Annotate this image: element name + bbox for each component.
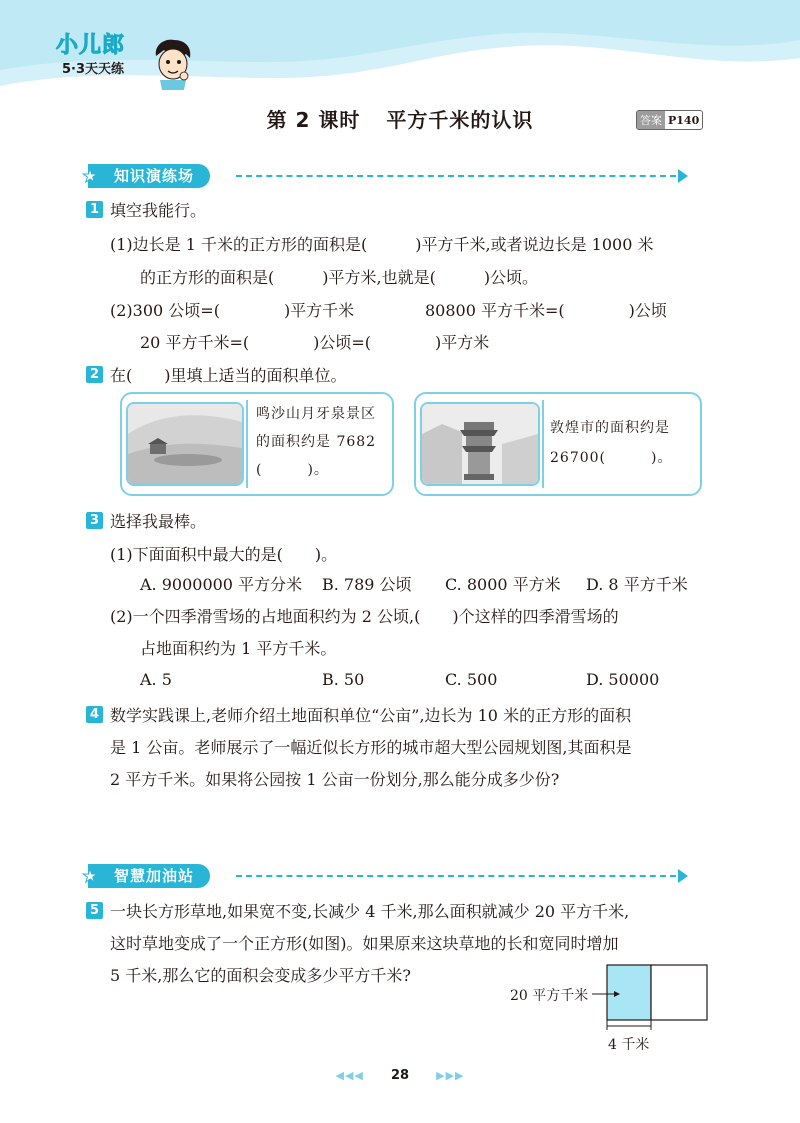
question-number: 5 xyxy=(86,902,103,919)
square-lawn xyxy=(651,965,707,1020)
box2-line1: 敦煌市的面积约是 xyxy=(550,420,670,436)
diagram-length-label: 4 千米 xyxy=(608,1037,650,1053)
option-b[interactable]: B. 50 xyxy=(322,670,365,689)
logo-subtitle: 5·3天天练 xyxy=(62,62,125,77)
left-arrows-icon: ◀◀◀ xyxy=(335,1069,364,1082)
arrow-right-icon xyxy=(678,869,688,883)
option-a[interactable]: A. 5 xyxy=(140,670,172,689)
q1-line3a: (2)300 公顷=( )平方千米 xyxy=(110,301,355,320)
box1-line3: ( )。 xyxy=(256,462,329,478)
mascot-boy-icon xyxy=(150,36,196,90)
q1-line4: 20 平方千米=( )公顷=( )平方米 xyxy=(140,333,490,352)
q3-line3: 占地面积约为 1 平方千米。 xyxy=(140,639,337,658)
option-a[interactable]: A. 9000000 平方分米 xyxy=(140,575,303,594)
crescent-lake-photo xyxy=(126,402,244,486)
q1-line3b: 80800 平方千米=( )公顷 xyxy=(425,301,667,320)
right-arrows-icon: ▶▶▶ xyxy=(436,1069,465,1082)
section-practice-banner xyxy=(82,164,708,188)
answer-label: 答案 xyxy=(637,111,665,129)
card-divider xyxy=(246,400,248,488)
page-number: 28 xyxy=(390,1068,410,1083)
section-boost-banner xyxy=(82,864,708,888)
page-footer xyxy=(0,1068,800,1083)
q1-line2: 的正方形的面积是( )平方米,也就是( )公顷。 xyxy=(140,268,539,287)
q4-line2: 是 1 公亩。老师展示了一幅近似长方形的城市超大型公园规划图,其面积是 xyxy=(110,738,632,757)
q3-line1: (1)下面面积中最大的是( )。 xyxy=(110,545,338,564)
diagram-area-label: 20 平方千米 xyxy=(510,988,589,1004)
q3-title: 选择我最棒。 xyxy=(110,512,207,531)
lesson-topic: 平方千米的认识 xyxy=(386,108,534,132)
logo-title: 小儿郎 xyxy=(56,33,126,58)
section-practice-title: 知识演练场 xyxy=(88,164,210,188)
question-number: 4 xyxy=(86,706,103,723)
q4-line3: 2 平方千米。如果将公园按 1 公亩一份划分,那么能分成多少份? xyxy=(110,770,560,789)
option-b[interactable]: B. 789 公顷 xyxy=(322,575,412,594)
lawn-diagram xyxy=(500,958,712,1058)
question-number: 3 xyxy=(86,512,103,529)
dashed-divider xyxy=(236,875,676,877)
q5-line2: 这时草地变成了一个正方形(如图)。如果原来这块草地的长和宽同时增加 xyxy=(110,934,619,953)
removed-strip xyxy=(607,965,651,1020)
answer-page: P140 xyxy=(668,113,700,127)
q3-options-2 xyxy=(140,670,659,689)
star-mark-icon: ★ xyxy=(82,866,99,887)
option-d[interactable]: D. 50000 xyxy=(586,670,660,689)
section-boost-title: 智慧加油站 xyxy=(88,864,210,888)
box2-line2: 26700( )。 xyxy=(550,450,673,466)
star-mark-icon: ★ xyxy=(82,166,99,187)
mogao-pagoda-photo xyxy=(420,402,540,486)
dashed-divider xyxy=(236,175,676,177)
answer-reference xyxy=(636,110,703,130)
question-number: 2 xyxy=(86,366,103,383)
q3-line2: (2)一个四季滑雪场的占地面积约为 2 公顷,( )个这样的四季滑雪场的 xyxy=(110,607,619,626)
option-c[interactable]: C. 8000 平方米 xyxy=(445,575,561,594)
box1-line2: 的面积约是 7682 xyxy=(256,434,377,450)
q3-options-1 xyxy=(140,572,688,595)
option-c[interactable]: C. 500 xyxy=(445,670,498,689)
q2-title: 在( )里填上适当的面积单位。 xyxy=(110,366,347,385)
arrow-right-icon xyxy=(678,169,688,183)
box1-line1: 鸣沙山月牙泉景区 xyxy=(256,406,376,422)
option-d[interactable]: D. 8 平方千米 xyxy=(586,575,688,594)
lesson-number: 第 2 课时 xyxy=(266,108,361,132)
question-number: 1 xyxy=(86,201,103,218)
q5-line1: 一块长方形草地,如果宽不变,长减少 4 千米,那么面积就减少 20 平方千米, xyxy=(110,902,630,921)
q5-line3: 5 千米,那么它的面积会变成多少平方千米? xyxy=(110,966,411,985)
scenic-area-card xyxy=(120,392,394,496)
q1-line1: (1)边长是 1 千米的正方形的面积是( )平方千米,或者说边长是 1000 米 xyxy=(110,235,654,254)
q4-line1: 数学实践课上,老师介绍土地面积单位“公亩”,边长为 10 米的正方形的面积 xyxy=(110,706,632,725)
city-area-card xyxy=(414,392,702,496)
card-divider xyxy=(542,400,544,488)
q1-title: 填空我能行。 xyxy=(110,201,207,220)
